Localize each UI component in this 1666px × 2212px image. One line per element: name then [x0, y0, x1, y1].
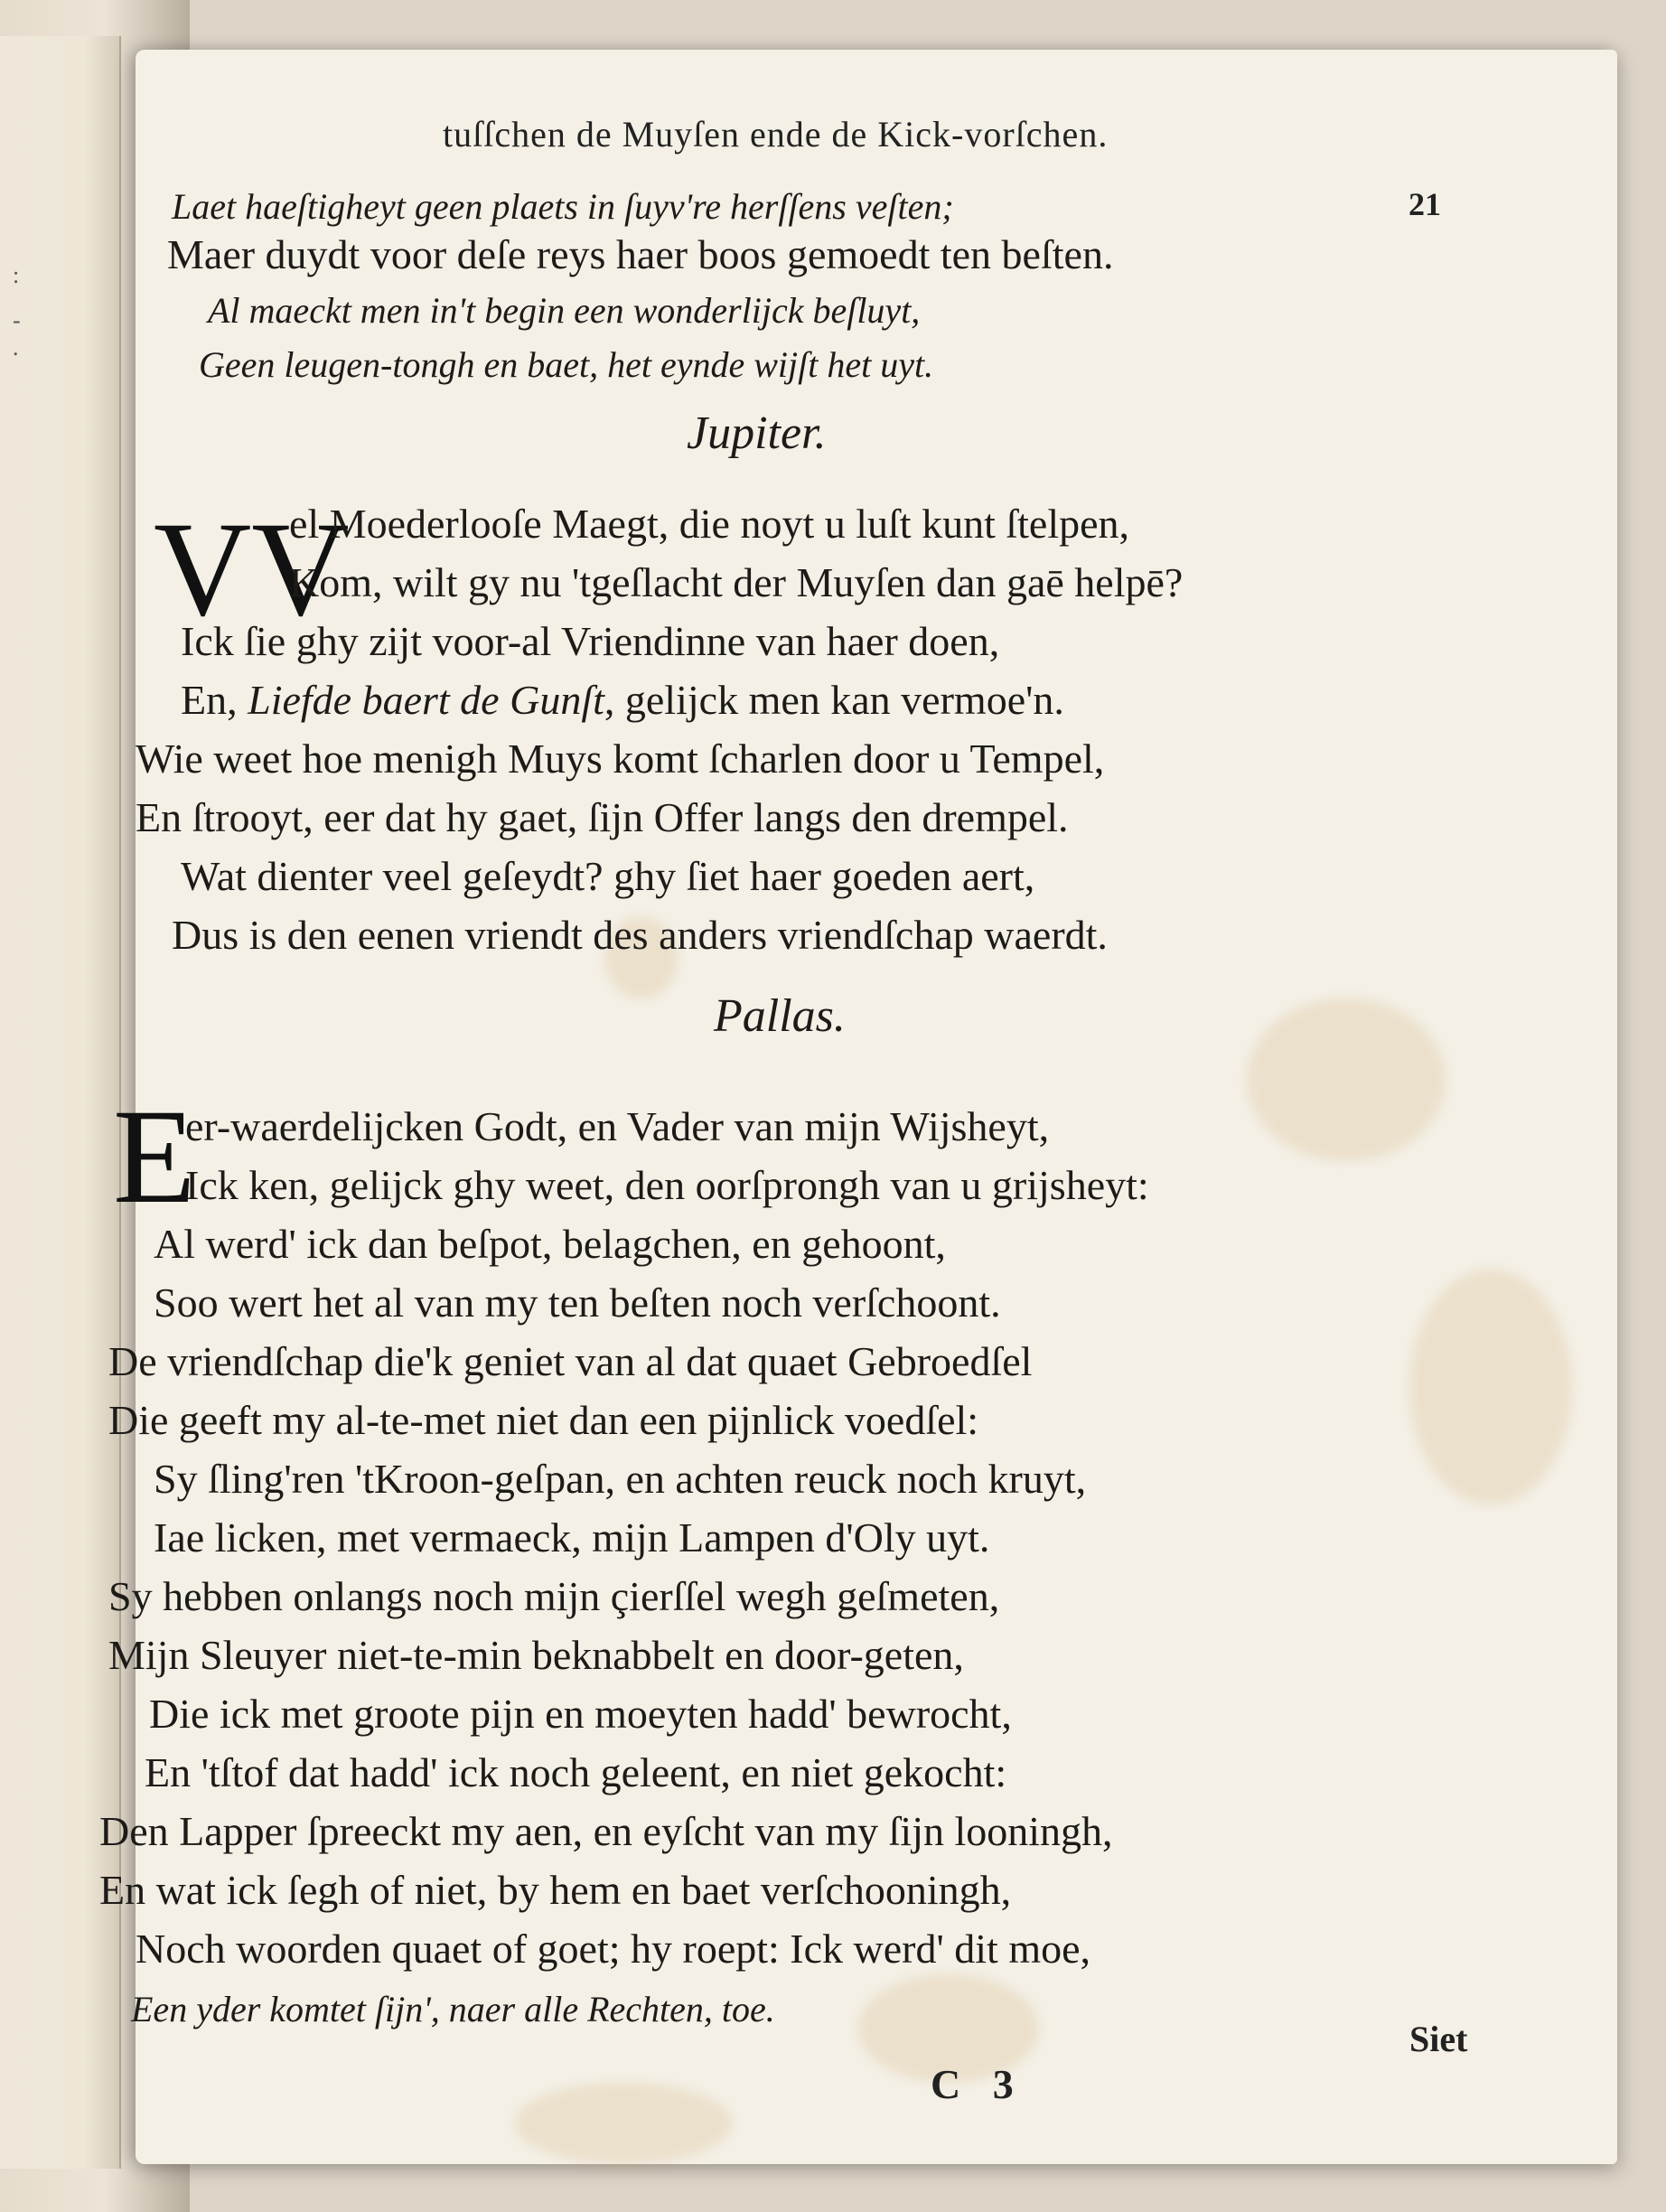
verse-line: En 'tſtof dat hadd' ick noch geleent, en niet gekocht: [145, 1749, 1007, 1795]
verse-line: Die ick met groote pijn en moeyten hadd' bewrocht, [149, 1691, 1012, 1737]
verse-line: Ick ken, gelijck ghy weet, den oorſprongh van u grijsheyt: [185, 1162, 1149, 1208]
verse-line: Den Lapper ſpreeckt my aen, en eyſcht van my ſijn looningh, [99, 1808, 1113, 1854]
margin-mark: : [13, 262, 20, 288]
verse-line: En ſtrooyt, eer dat hy gaet, ſijn Offer langs den drempel. [136, 794, 1069, 840]
verse-line: Een yder komtet ſijn', naer alle Rechten, toe. [131, 1989, 775, 2029]
verse-line: Wat dienter veel geſeydt? ghy ſiet haer goeden aert, [181, 853, 1035, 899]
paper-stain [1247, 998, 1446, 1161]
paper-stain [515, 2083, 732, 2164]
verse-line: En, Liefde baert de Gunſt, gelijck men kan vermoe'n. [181, 677, 1064, 723]
margin-mark: . [13, 334, 19, 361]
catchword: Siet [1409, 2019, 1468, 2059]
verse-line: Al werd' ick dan beſpot, belagchen, en gehoont, [154, 1221, 946, 1267]
verse-line: En wat ick ſegh of niet, by hem en baet verſchooningh, [99, 1867, 1012, 1913]
running-title: tuſſchen de Muyſen ende de Kick-vorſchen. [443, 114, 1109, 155]
verse-line: De vriendſchap die'k geniet van al dat quaet Gebroedſel [108, 1338, 1033, 1384]
book-page [99, 50, 1617, 2164]
verse-line: Geen leugen-tongh en baet, het eynde wijſt het uyt. [199, 344, 934, 385]
verse-line: Kom, wilt gy nu 'tgeſlacht der Muyſen dan gaē helpē? [289, 559, 1184, 605]
verse-line: Al maeckt men in't begin een wonderlijck beſluyt, [208, 290, 921, 331]
verse-line: Die geeft my al-te-met niet dan een pijnlick voedſel: [108, 1397, 979, 1443]
speaker-heading: Pallas. [714, 990, 846, 1042]
verse-line: Ick ſie ghy zijt voor-al Vriendinne van haer doen, [181, 618, 1000, 664]
verse-line: er-waerdelijcken Godt, en Vader van mijn Wijsheyt, [185, 1103, 1050, 1149]
verse-line: Dus is den eenen vriendt des anders vriendſchap waerdt. [172, 912, 1108, 958]
verse-line: Laet haeſtigheyt geen plaets in ſuyv're herſſens veſten; [172, 186, 954, 227]
drop-cap: E [113, 1082, 196, 1232]
verse-line: Noch woorden quaet of goet; hy roept: Ick werd' dit moe, [136, 1926, 1091, 1972]
page-number: 21 [1409, 186, 1441, 222]
verse-line: Iae licken, met vermaeck, mijn Lampen d'Oly uyt. [154, 1514, 990, 1561]
verse-line: Soo wert het al van my ten beſten noch verſchoont. [154, 1279, 1001, 1326]
margin-mark: - [13, 307, 21, 333]
verse-line: el Moederlooſe Maegt, die noyt u luſt kunt ſtelpen, [289, 501, 1130, 547]
verse-line: Sy ſling'ren 'tKroon-geſpan, en achten reuck noch kruyt, [154, 1456, 1087, 1502]
verse-line: Mijn Sleuyer niet-te-min beknabbelt en door-geten, [108, 1632, 964, 1678]
verse-line: Sy hebben onlangs noch mijn çierſſel wegh geſmeten, [108, 1573, 1000, 1619]
speaker-heading: Jupiter. [687, 408, 827, 459]
drop-cap: VV [154, 494, 350, 644]
signature-mark: C 3 [931, 2061, 1025, 2107]
paper-stain [1409, 1270, 1572, 1504]
verse-line: Maer duydt voor deſe reys haer boos gemoedt ten beſten. [167, 231, 1114, 277]
verse-line: Wie weet hoe menigh Muys komt ſcharlen door u Tempel, [136, 736, 1105, 782]
